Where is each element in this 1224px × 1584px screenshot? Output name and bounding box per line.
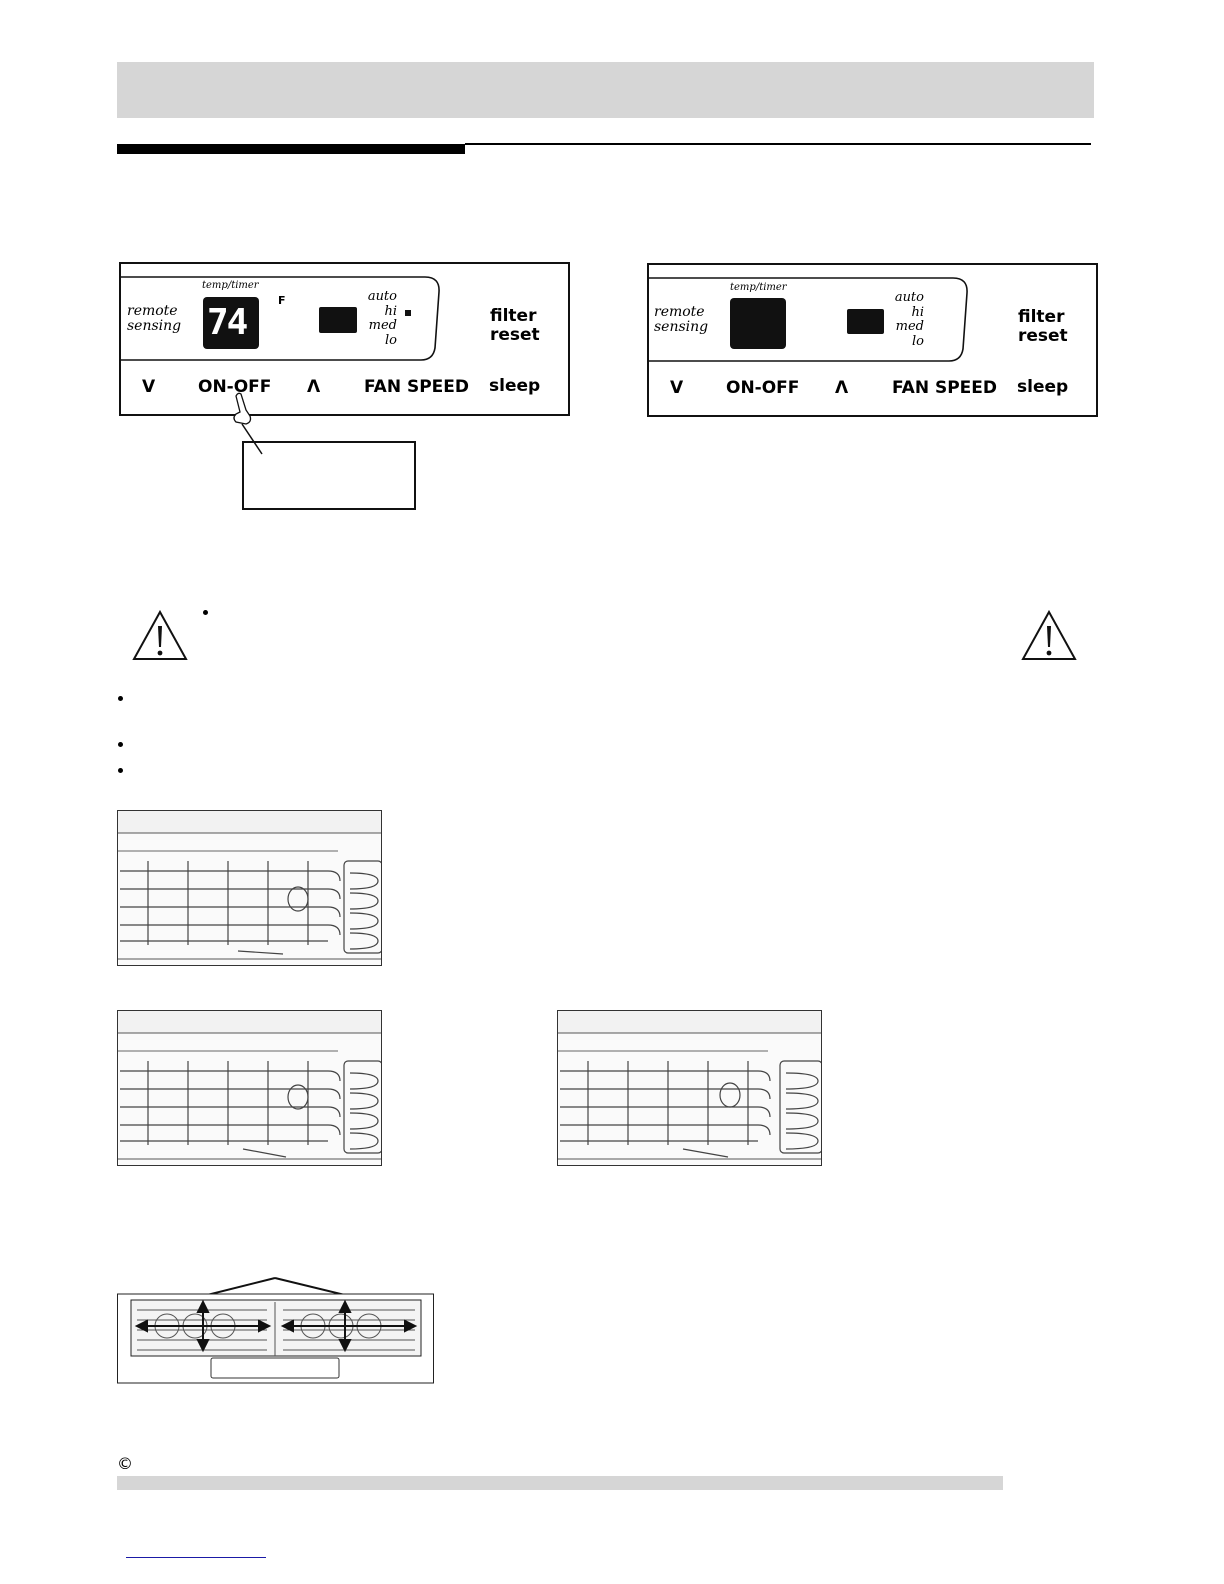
fan-speed-button[interactable]: FAN SPEED xyxy=(364,377,470,397)
fan-mode-list xyxy=(884,291,924,349)
warning-triangle-icon xyxy=(132,609,188,661)
filter-label: filter xyxy=(490,306,537,326)
temp-timer-label: temp/timer xyxy=(730,282,787,293)
fan-speed-button[interactable]: FAN SPEED xyxy=(892,378,998,398)
copyright-symbol: © xyxy=(117,1454,133,1473)
fan-mode-lo: lo xyxy=(385,332,397,348)
fan-speed-indicator xyxy=(847,309,884,334)
control-panel-on xyxy=(119,262,570,416)
temp-timer-label: temp/timer xyxy=(202,280,259,291)
fan-mode-led xyxy=(405,310,411,316)
footer-band xyxy=(117,1476,1003,1490)
air-direction-diagram xyxy=(117,1274,437,1386)
fan-mode-med: med xyxy=(368,318,397,333)
fan-mode-med: med xyxy=(895,319,924,334)
header-band xyxy=(117,62,1094,118)
fan-mode-auto: auto xyxy=(367,289,397,304)
sleep-button[interactable]: sleep xyxy=(489,376,541,396)
bullet-3 xyxy=(118,768,123,773)
section-rule-thin xyxy=(465,143,1091,145)
filter-label: filter xyxy=(1018,307,1065,327)
temp-down-button[interactable]: V xyxy=(670,378,684,398)
bullet-1 xyxy=(118,696,123,701)
callout-box xyxy=(242,441,416,510)
on-off-button[interactable]: ON-OFF xyxy=(726,378,800,398)
temp-up-button[interactable]: Λ xyxy=(307,377,321,397)
fan-mode-list xyxy=(357,290,397,348)
reset-label: reset xyxy=(490,325,540,345)
reset-label: reset xyxy=(1018,326,1068,346)
temperature-display-blank xyxy=(730,298,786,349)
fan-mode-hi: hi xyxy=(911,304,924,320)
sleep-button[interactable]: sleep xyxy=(1017,377,1069,397)
fan-mode-lo: lo xyxy=(912,333,924,349)
temperature-display xyxy=(203,297,259,349)
remote-sensing-label: remote sensing xyxy=(127,303,182,334)
bullet-2 xyxy=(118,742,123,747)
temperature-digits: 74 xyxy=(207,302,247,343)
unit-label: F xyxy=(278,294,286,307)
section-rule-thick xyxy=(117,144,465,154)
temp-up-button[interactable]: Λ xyxy=(835,378,849,398)
remote-sensing-label: remote sensing xyxy=(654,304,709,335)
fan-mode-auto: auto xyxy=(894,290,924,305)
louver-photo-2 xyxy=(117,1010,382,1166)
warning-bullet xyxy=(203,610,208,615)
on-off-button[interactable]: ON-OFF xyxy=(198,377,272,397)
louver-photo-1 xyxy=(117,810,382,966)
warning-triangle-icon xyxy=(1021,609,1077,661)
control-panel-off xyxy=(647,263,1098,417)
footer-link-underline xyxy=(126,1557,266,1558)
louver-photo-3 xyxy=(557,1010,822,1166)
fan-mode-hi: hi xyxy=(384,303,397,319)
fan-speed-indicator xyxy=(319,307,357,333)
temp-down-button[interactable]: V xyxy=(142,377,156,397)
